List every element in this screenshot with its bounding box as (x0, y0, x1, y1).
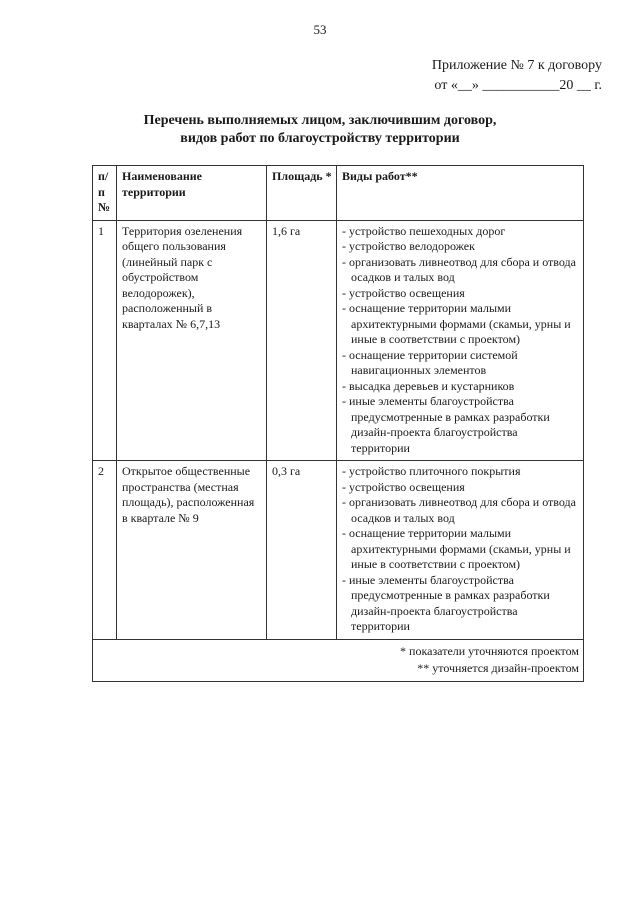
work-item: - устройство освещения (342, 479, 465, 494)
footnotes-row (93, 639, 584, 681)
footnotes-cell (93, 639, 584, 681)
work-item: - оснащение территории малыми архитектурными формами (скамьи, урны и иные в соответствии с проектом) (342, 526, 571, 571)
work-item: - оснащение территории малыми архитектурными формами (скамьи, урны и иные в соответствии с проектом) (342, 301, 571, 346)
work-item: - иные элементы благоустройства предусмотренные в рамках разработки дизайн-проекта благоустройства территории (342, 394, 550, 455)
work-item: - высадка деревьев и кустарников (342, 378, 515, 393)
work-item: - организовать ливнеотвод для сбора и отвода осадков и талых вод (342, 495, 576, 525)
header-number: п/п № (93, 166, 117, 221)
appendix-line-2: от «__» ___________20 __ г. (434, 78, 602, 93)
work-item: - иные элементы благоустройства предусмотренные в рамках разработки дизайн-проекта благоустройства территории (342, 572, 550, 633)
territory-area: 1,6 га (267, 220, 337, 461)
work-item: - устройство велодорожек (342, 239, 475, 253)
footnote-works: ** уточняется дизайн-проектом (417, 660, 579, 675)
row-number: 1 (93, 220, 117, 461)
document-title (0, 112, 640, 148)
page-number: 53 (313, 22, 327, 37)
table-row (93, 220, 584, 461)
document-title-line-1: Перечень выполняемых лицом, заключившим договор, (143, 113, 497, 128)
works-list (342, 224, 579, 457)
territory-name: Открытое общественные пространства (местная площадь), расположенная в квартале № 9 (117, 461, 267, 640)
territory-area: 0,3 га (267, 461, 337, 640)
table-row (93, 461, 584, 640)
appendix-line-1: Приложение № 7 к договору (431, 58, 602, 73)
header-area: Площадь * (267, 166, 337, 221)
row-number: 2 (93, 461, 117, 640)
works-table (92, 165, 584, 682)
territory-name: Территория озеленения общего пользования (линейный парк с обустройством велодорожек), расположенный в кварталах № 6,7,13 (117, 220, 267, 461)
document-title-line-2: видов работ по благоустройству территории (180, 131, 460, 146)
works-cell (337, 461, 584, 640)
work-item: - устройство плиточного покрытия (342, 464, 521, 478)
work-item: - устройство освещения (342, 285, 465, 300)
work-item: - оснащение территории системой навигационных элементов (342, 347, 518, 377)
table-header-row (93, 166, 584, 221)
header-territory-name: Наименование территории (117, 166, 267, 221)
footnote-area: * показатели уточняются проектом (400, 643, 579, 658)
works-list (342, 464, 579, 635)
header-works: Виды работ** (337, 166, 584, 221)
work-item: - устройство пешеходных дорог (342, 223, 506, 238)
works-cell (337, 220, 584, 461)
appendix-header (432, 56, 602, 96)
work-item: - организовать ливнеотвод для сбора и отвода осадков и талых вод (342, 254, 576, 284)
